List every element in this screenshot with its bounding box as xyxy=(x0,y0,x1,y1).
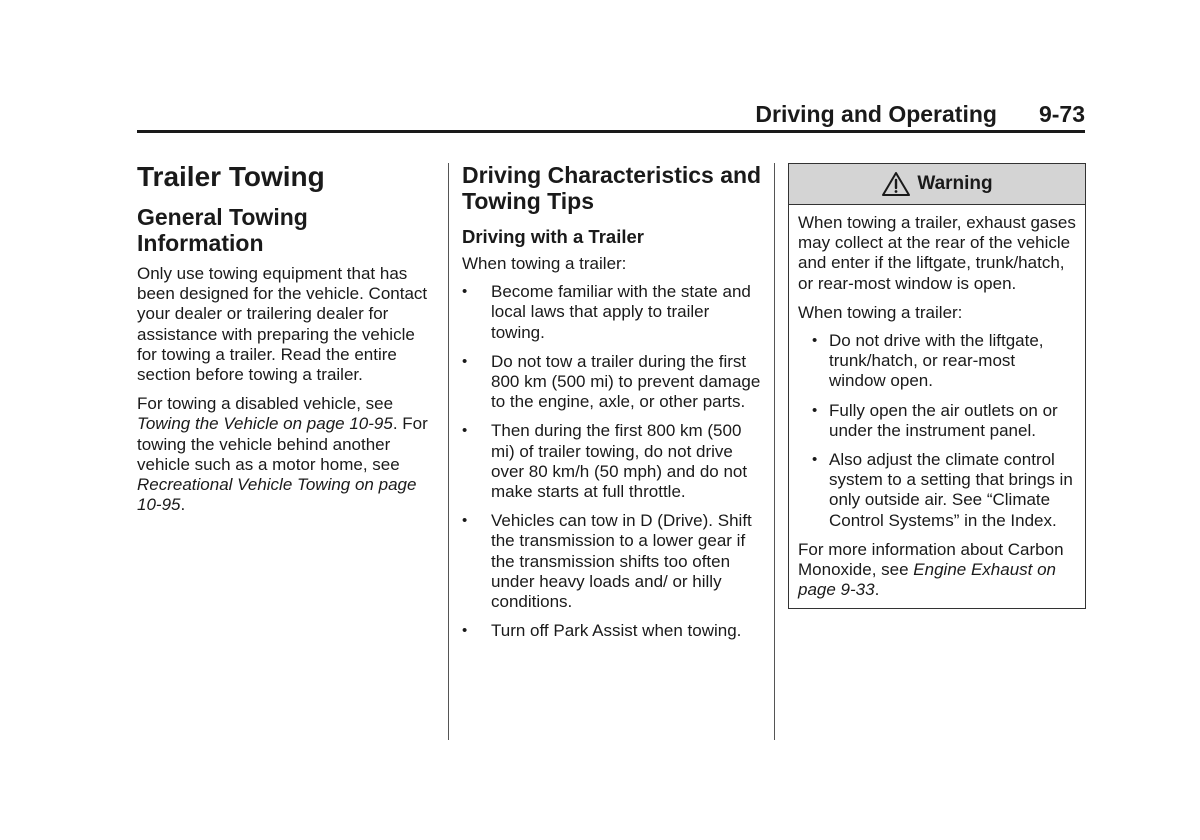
list-item-text: Do not drive with the liftgate, trunk/hatch, or rear-most window open. xyxy=(829,331,1044,391)
column-left xyxy=(137,158,437,524)
bullet: • xyxy=(462,422,468,440)
warning-box xyxy=(788,163,1086,609)
list-item-text: Then during the first 800 km (500 mi) of trailer towing, do not drive over 80 km/h (50 mph) and do not make starts at full throttle. xyxy=(491,421,748,502)
bullet: • xyxy=(462,512,468,530)
list-item xyxy=(798,331,1076,392)
bullet: • xyxy=(812,451,818,469)
list-item-text: Do not tow a trailer during the first 800 km (500 mi) to prevent damage to the engine, axle, or other parts. xyxy=(491,351,761,412)
subheading-driving-with-trailer: Driving with a Trailer xyxy=(462,226,644,247)
warning-header xyxy=(789,164,1085,205)
list-item xyxy=(462,621,767,641)
column-middle xyxy=(462,158,767,650)
list-item-text: Also adjust the climate control system to a setting that brings in only outside air. See “Climate Control Systems” in the Index. xyxy=(829,450,1073,530)
text: For more information about Carbon Monoxide, see xyxy=(798,539,1064,580)
warning-title: Warning xyxy=(917,173,993,194)
column-divider xyxy=(448,163,449,740)
warning-paragraph: When towing a trailer, exhaust gases may collect at the rear of the vehicle and enter if the liftgate, trunk/hatch, or rear-most window is open. xyxy=(798,213,1076,293)
warning-list xyxy=(798,331,1076,531)
bullet: • xyxy=(812,401,818,419)
subheading-driving-characteristics: Driving Characteristics and Towing Tips xyxy=(462,162,762,214)
bullet: • xyxy=(812,332,818,350)
bullet: • xyxy=(462,352,468,370)
list-item-text: Turn off Park Assist when towing. xyxy=(491,621,742,641)
cross-reference-link[interactable]: Engine Exhaust on page 9-33 xyxy=(798,560,1057,600)
paragraph-towing-references xyxy=(137,394,437,515)
list-item xyxy=(462,421,767,502)
warning-triangle-icon xyxy=(881,171,911,197)
text: . xyxy=(874,580,880,600)
page-header xyxy=(137,100,1085,133)
text: For towing a disabled vehicle, see xyxy=(137,394,394,414)
list-item-text: Vehicles can tow in D (Drive). Shift the transmission to a lower gear if the transmission shifts too often under heavy loads and/ or hilly conditions. xyxy=(491,511,752,612)
page-number: 9-73 xyxy=(1038,101,1085,127)
text: . For towing the vehicle behind another vehicle such as a motor home, see xyxy=(137,414,428,474)
list-item xyxy=(798,401,1076,441)
list-item-text: Become familiar with the state and local laws that apply to trailer towing. xyxy=(491,282,751,342)
bullet: • xyxy=(462,283,468,301)
cross-reference-link[interactable]: Towing the Vehicle on page 10-95 xyxy=(137,414,393,434)
column-right xyxy=(788,163,1086,609)
intro-text: When towing a trailer: xyxy=(462,254,627,273)
text: . xyxy=(180,495,186,515)
list-item xyxy=(798,450,1076,531)
section-title: Driving and Operating xyxy=(755,101,997,127)
paragraph-towing-equipment: Only use towing equipment that has been designed for the vehicle. Contact your dealer or trailering dealer for assistance with preparing the vehicle for towing a trailer. Read the entire section before towing a trailer. xyxy=(137,264,428,385)
warning-body xyxy=(789,205,1085,608)
bullet: • xyxy=(462,622,468,640)
warning-intro: When towing a trailer: xyxy=(798,302,963,322)
main-heading: Trailer Towing xyxy=(137,161,325,192)
column-divider xyxy=(774,163,775,740)
cross-reference-link[interactable]: Recreational Vehicle Towing on page 10-95 xyxy=(137,475,417,515)
tips-list xyxy=(462,282,767,641)
list-item xyxy=(462,352,767,413)
list-item xyxy=(462,511,767,612)
list-item xyxy=(462,282,767,343)
warning-footer xyxy=(798,540,1076,601)
list-item-text: Fully open the air outlets on or under the instrument panel. xyxy=(829,400,1058,440)
subheading-general-towing: General Towing Information xyxy=(137,204,308,256)
